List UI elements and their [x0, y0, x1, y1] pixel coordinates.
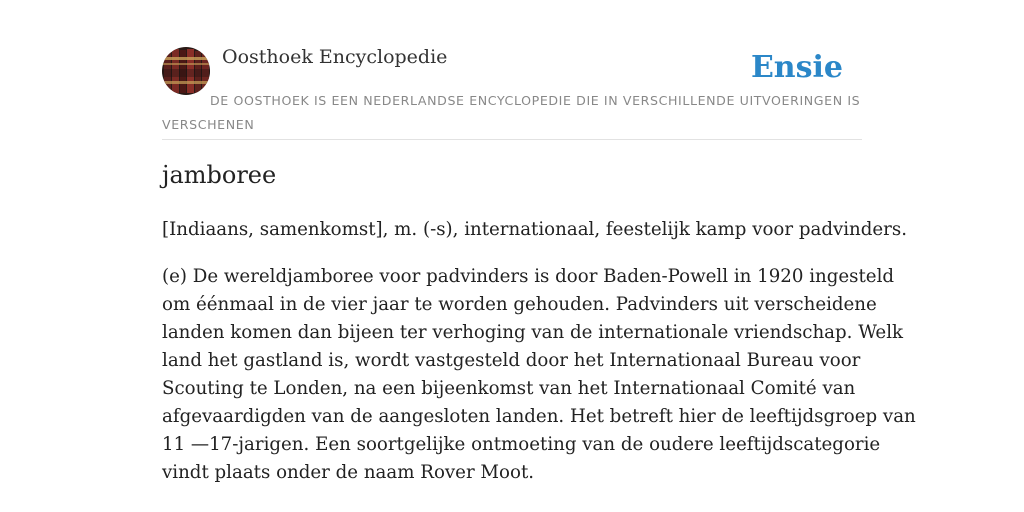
- avatar[interactable]: [162, 47, 210, 95]
- entry-body-line: afgevaardigden van de aangesloten landen. Het betreft hier de leeftijdsgroep van: [162, 406, 916, 427]
- entry-title: jamboree: [162, 161, 277, 189]
- entry-body-line: 11 —17-jarigen. Een soortgelijke ontmoeting van de oudere leeftijdscategorie: [162, 434, 881, 455]
- entry-body-line: vindt plaats onder de naam Rover Moot.: [162, 462, 535, 483]
- entry-body-line: Scouting te Londen, na een bijeenkomst van het Internationaal Comité van: [162, 378, 856, 399]
- entry-body-line: landen komen dan bijeen ter verhoging van de internationale vriendschap. Welk: [162, 322, 904, 343]
- entry-body-line: (e) De wereldjamboree voor padvinders is door Baden-Powell in 1920 ingesteld: [162, 266, 895, 287]
- site-tagline: DE OOSTHOEK IS EEN NEDERLANDSE ENCYCLOPEDIE DIE IN VERSCHILLENDE UITVOERINGEN IS VERSCHENEN: [162, 93, 861, 132]
- site-name[interactable]: Oosthoek Encyclopedie: [222, 46, 448, 68]
- entry-body: [162, 263, 916, 487]
- entry-body-line: land het gastland is, wordt vastgesteld door het Internationaal Bureau voor: [162, 350, 861, 371]
- books-icon: [162, 47, 210, 95]
- brand-logo[interactable]: Ensie: [750, 50, 843, 85]
- entry-body-line: om éénmaal in de vier jaar te worden gehouden. Padvinders uit verscheidene: [162, 294, 877, 315]
- header-divider: [162, 139, 862, 140]
- entry-definition: [Indiaans, samenkomst], m. (-s), internationaal, feestelijk kamp voor padvinders.: [162, 219, 907, 240]
